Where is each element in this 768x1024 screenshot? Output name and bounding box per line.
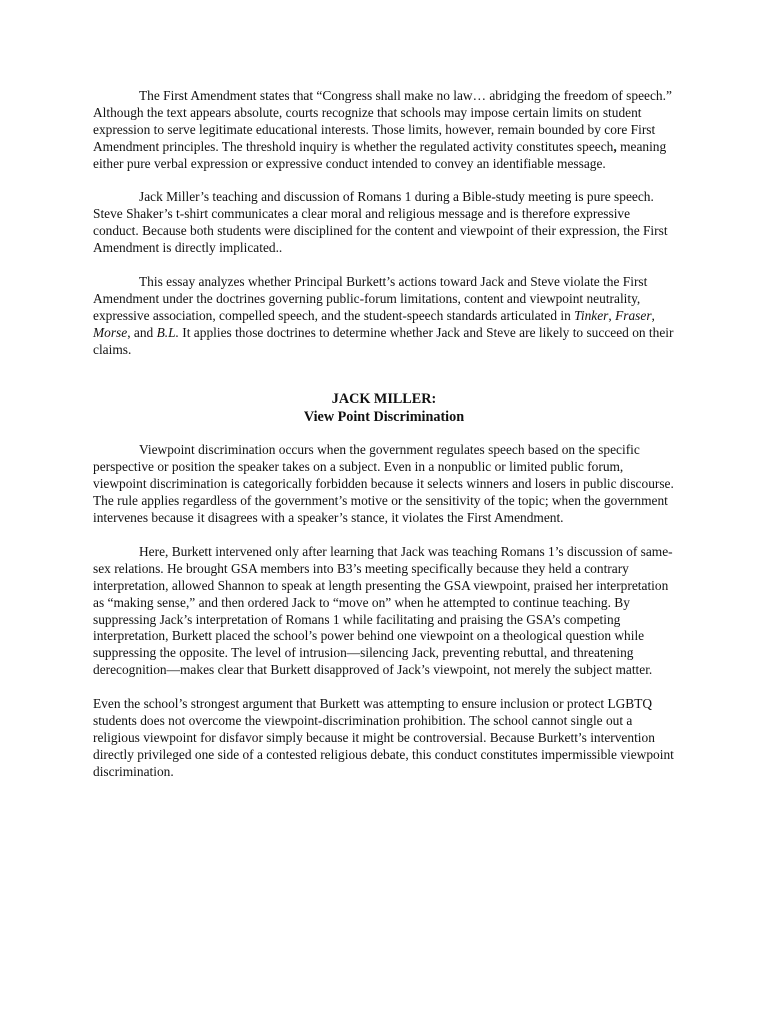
- case-fraser: Fraser: [615, 307, 652, 323]
- document-page: [93, 88, 675, 797]
- case-tinker: Tinker: [574, 307, 609, 323]
- intro-p1-end: meaning either pure verbal expression or expressive conduct intended to convey an identifiable message.: [93, 138, 667, 171]
- case-morse: Morse: [93, 324, 128, 340]
- case-separator: , and: [127, 324, 157, 340]
- section-heading-line-1: JACK MILLER:: [331, 391, 437, 408]
- intro-p3-start: This essay analyzes whether Principal Burkett’s actions toward Jack and Steve violate the First Amendment under the doctrines governing public-forum limitations, content and viewpoint neutrality, expressive association, compelled speech, and the student-speech standards articulated in: [93, 273, 648, 323]
- intro-p3-end: It applies those doctrines to determine whether Jack and Steve are likely to succeed on their claims.: [93, 324, 674, 357]
- section-heading-line-2: View Point Discrimination: [303, 409, 465, 426]
- intro-paragraph-1: [93, 88, 675, 173]
- intro-paragraph-2: Jack Miller’s teaching and discussion of Romans 1 during a Bible-study meeting is pure speech. Steve Shaker’s t-shirt communicates a clear moral and religious message and is therefore expressive conduct. Because both students were disciplined for the content and viewpoint of their expression, the First Amendment is directly implicated..: [93, 189, 668, 256]
- case-bl: B.L.: [156, 324, 179, 340]
- intro-p1-text: The First Amendment states that “Congress shall make no law… abridging the freedom of speech.” Although the text appears absolute, courts recognize that schools may impose certain limits on student expression to serve legitimate educational interests. Those limits, however, remain bounded by core First Amendment principles. The threshold inquiry is whether the regulated activity constitutes speech: [93, 88, 672, 154]
- section-paragraph-3: Even the school’s strongest argument that Burkett was attempting to ensure inclusion or protect LGBTQ students does not overcome the viewpoint-discrimination prohibition. The school cannot single out a religious viewpoint for disfavor simply because it might be controversial. Because Burkett’s intervention directly privileged one side of a contested religious debate, this conduct constitutes impermissible viewpoint discrimination.: [93, 696, 674, 779]
- case-separator: ,: [608, 307, 616, 323]
- case-separator: ,: [651, 307, 655, 323]
- intro-paragraph-3: [93, 274, 675, 359]
- section-heading: [93, 390, 675, 426]
- section-paragraph-2: Here, Burkett intervened only after learning that Jack was teaching Romans 1’s discussion of same-sex relations. He brought GSA members into B3’s meeting specifically because they held a contrary interpretation, allowed Shannon to speak at length presenting the GSA viewpoint, praised her interpretation as “making sense,” and then ordered Jack to “move on” when he attempted to continue teaching. By suppressing Jack’s interpretation of Romans 1 while facilitating and praising the GSA’s competing interpretation, Burkett placed the school’s power behind one viewpoint on a theological question while suppressing the opposite. The level of intrusion—silencing Jack, preventing rebuttal, and threatening derecognition—makes clear that Burkett disapproved of Jack’s viewpoint, not merely the subject matter.: [93, 543, 673, 678]
- section-paragraph-1: Viewpoint discrimination occurs when the government regulates speech based on the specific perspective or position the speaker takes on a subject. Even in a nonpublic or limited public forum, viewpoint discrimination is categorically forbidden because it selects winners and losers in public discourse. The rule applies regardless of the government’s motive or the sensitivity of the topic; when the government intervenes because it disagrees with a speaker’s stance, it violates the First Amendment.: [93, 442, 674, 526]
- intro-p1-bold-comma: ,: [613, 138, 617, 154]
